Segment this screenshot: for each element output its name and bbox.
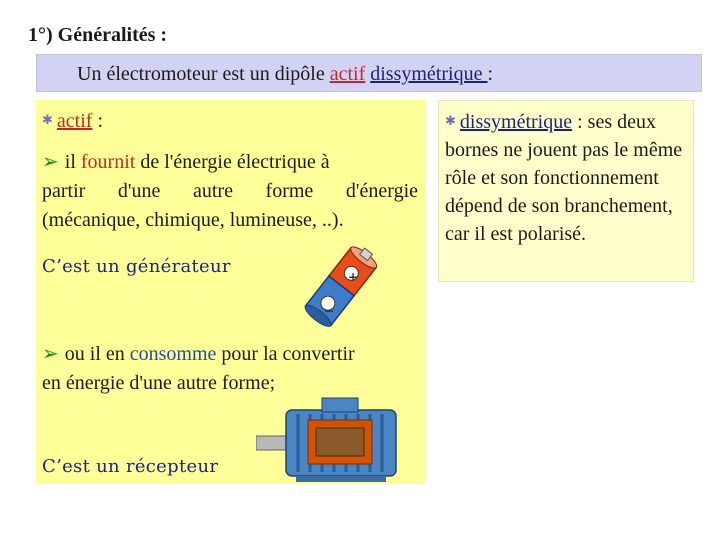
intro-word-actif: actif <box>329 63 366 85</box>
consumer-line-1 <box>42 340 418 369</box>
producer-rest: de l'énergie électrique à <box>135 151 330 173</box>
actif-heading-colon: : <box>92 110 103 132</box>
battery-minus-label: − <box>324 304 335 318</box>
section-title: 1°) Généralités : <box>28 24 168 46</box>
star-bullet-icon: ✱ <box>445 113 456 128</box>
generator-conclusion: C’est un générateur <box>42 256 231 277</box>
consumer-rest: pour la convertir <box>216 343 355 365</box>
receiver-conclusion: C’est un récepteur <box>42 456 219 477</box>
consumer-line-2: en énergie d'une autre forme; <box>42 372 276 394</box>
producer-line-2: partir d'une autre forme d'énergie <box>42 180 418 202</box>
producer-paragraph <box>42 148 418 235</box>
motor-illustration <box>256 392 416 484</box>
dissymetrique-text <box>445 107 689 248</box>
producer-il: il <box>64 151 81 173</box>
dissymetrique-panel <box>438 100 694 282</box>
consumer-verb: consomme <box>129 343 217 365</box>
intro-prefix: Un électromoteur est un dipôle <box>77 63 330 85</box>
arrow-bullet-icon: ➢ <box>42 151 59 173</box>
battery-plus-label: + <box>348 270 359 284</box>
producer-line-1 <box>42 148 418 177</box>
arrow-bullet-icon: ➢ <box>42 343 59 365</box>
producer-line-3: (mécanique, chimique, lumineuse, ..). <box>42 209 344 231</box>
actif-panel <box>36 100 426 484</box>
producer-verb: fournit <box>80 151 136 173</box>
intro-word-dissymetrique: dissymétrique <box>370 63 488 85</box>
battery-icon <box>294 244 384 334</box>
intro-banner <box>36 54 702 92</box>
intro-suffix: : <box>487 63 494 85</box>
star-bullet-icon: ✱ <box>42 112 53 127</box>
consumer-start: ou il en <box>64 343 130 365</box>
actif-heading <box>42 110 103 133</box>
dissymetrique-description: : ses deux bornes ne jouent pas le même rôle et son fonctionnement dépend de son branchement, car il est polarisé. <box>445 111 683 245</box>
consumer-paragraph <box>42 340 418 398</box>
dissymetrique-heading-word: dissymétrique <box>459 111 573 133</box>
actif-heading-word: actif <box>56 110 93 132</box>
